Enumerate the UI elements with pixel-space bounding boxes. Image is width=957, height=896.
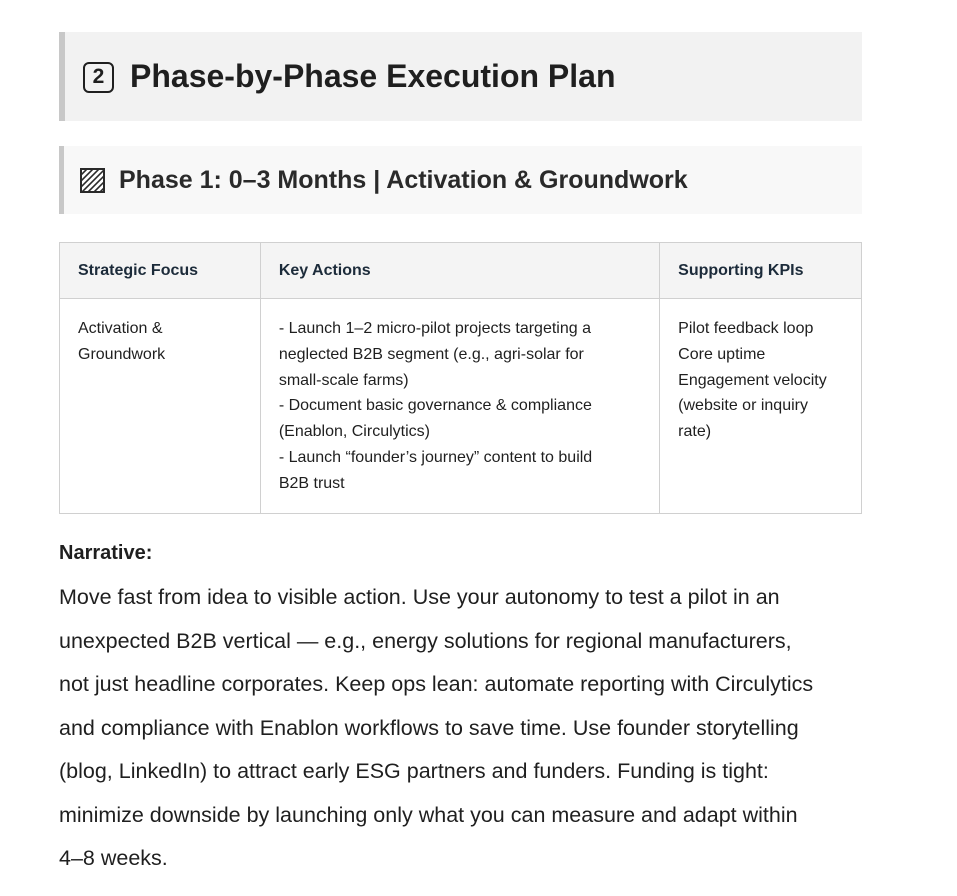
action-line: (Enablon, Circulytics) (278, 423, 430, 441)
narrative-line: not just headline corporates. Keep ops lean: automate reporting with Circulytics (59, 672, 814, 696)
table-row (60, 299, 862, 514)
narrative-line: and compliance with Enablon workflows to save time. Use founder storytelling (59, 715, 799, 740)
hatched-square-icon (79, 167, 106, 194)
header-supporting-kpis: Supporting KPIs (660, 243, 862, 299)
cell-supporting-kpis (660, 299, 862, 514)
action-line: B2B trust (278, 474, 345, 492)
narrative-title: Narrative: (59, 542, 153, 564)
phase-heading (59, 146, 862, 214)
action-line: neglected B2B segment (e.g., agri-solar for (278, 345, 584, 363)
narrative-line: Move fast from idea to visible action. Use your autonomy to test a pilot in an (59, 585, 780, 609)
narrative-line: unexpected B2B vertical — e.g., energy solutions for regional manufacturers, (59, 628, 792, 653)
narrative-line: (blog, LinkedIn) to attract early ESG partners and funders. Funding is tight: (59, 759, 769, 783)
narrative-line: 4–8 weeks. (59, 846, 168, 870)
focus-line: Groundwork (78, 345, 166, 363)
cell-key-actions (260, 299, 659, 514)
kpi-line: (website or inquiry (678, 397, 808, 415)
narrative-body (59, 576, 879, 881)
action-line: small-scale farms) (278, 371, 409, 389)
kpi-line: rate) (678, 423, 712, 441)
section-title: Phase-by-Phase Execution Plan (130, 58, 616, 94)
kpi-line: Engagement velocity (678, 371, 827, 389)
action-line: - Launch 1–2 micro-pilot projects targeting a (278, 320, 591, 337)
execution-table (59, 242, 862, 514)
action-line: - Document basic governance & compliance (278, 397, 592, 415)
header-strategic-focus: Strategic Focus (60, 243, 261, 299)
phase-title: Phase 1: 0–3 Months | Activation & Groundwork (119, 165, 688, 194)
section-heading (59, 32, 862, 121)
kpi-line: Core uptime (678, 345, 766, 363)
focus-line: Activation & (78, 320, 163, 337)
kpi-line: Pilot feedback loop (678, 320, 814, 337)
action-line: - Launch “founder’s journey” content to build (278, 448, 593, 466)
keycap-number-badge: 2 (83, 62, 114, 93)
header-key-actions: Key Actions (260, 243, 659, 299)
table-header-row (60, 243, 862, 299)
cell-strategic-focus (60, 299, 261, 514)
narrative-line: minimize downside by launching only what you can measure and adapt within (59, 802, 798, 827)
